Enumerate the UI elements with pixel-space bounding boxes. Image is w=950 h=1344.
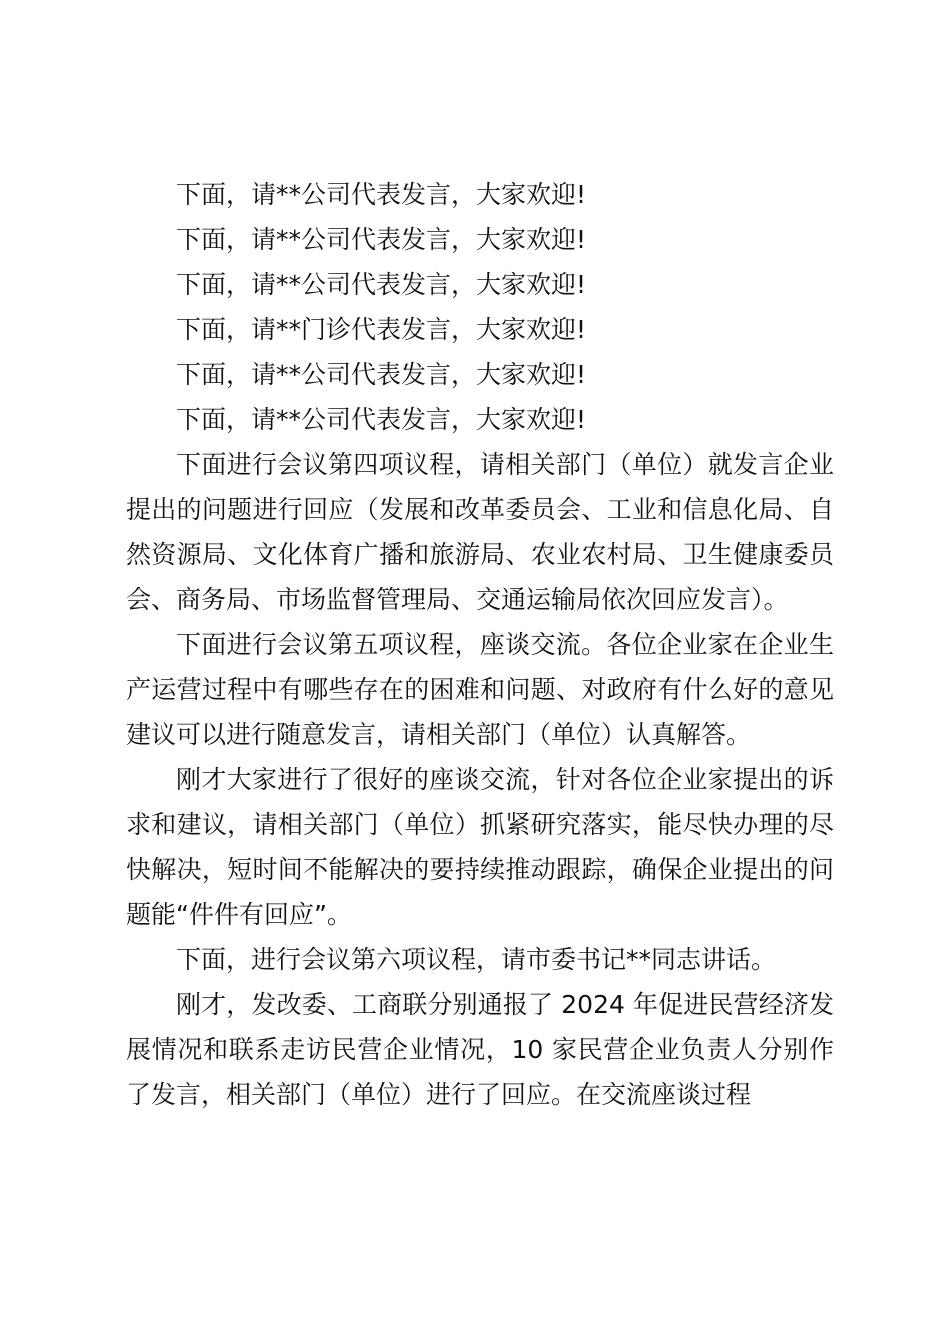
paragraph-speaker-intro-6: 下面，请**公司代表发言，大家欢迎! bbox=[176, 405, 587, 434]
paragraph-agenda-item-6: 下面，进行会议第六项议程，请市委书记**同志讲话。 bbox=[176, 945, 777, 974]
paragraph-closing-remarks: 刚才，发改委、工商联分别通报了 2024 年促进民营经济发展情况和联系走访民营企业情况，10 家民营企业负责人分别作了发言，相关部门（单位）进行了回应。在交流座谈过程 bbox=[126, 990, 834, 1109]
paragraph-speaker-intro-4: 下面，请**门诊代表发言，大家欢迎! bbox=[176, 315, 587, 344]
paragraph-speaker-intro-1: 下面，请**公司代表发言，大家欢迎! bbox=[176, 180, 587, 209]
paragraph-speaker-intro-3: 下面，请**公司代表发言，大家欢迎! bbox=[176, 270, 587, 299]
paragraph-discussion-summary: 刚才大家进行了很好的座谈交流，针对各位企业家提出的诉求和建议，请相关部门（单位）抓紧研究落实，能尽快办理的尽快解决，短时间不能解决的要持续推动跟踪，确保企业提出的问题能“件件有回应”。 bbox=[126, 765, 834, 929]
paragraph-agenda-item-5: 下面进行会议第五项议程，座谈交流。各位企业家在企业生产运营过程中有哪些存在的困难和问题、对政府有什么好的意见建议可以进行随意发言，请相关部门（单位）认真解答。 bbox=[126, 630, 834, 749]
paragraph-speaker-intro-2: 下面，请**公司代表发言，大家欢迎! bbox=[176, 225, 587, 254]
paragraph-speaker-intro-5: 下面，请**公司代表发言，大家欢迎! bbox=[176, 360, 587, 389]
document-body bbox=[126, 172, 834, 1117]
paragraph-agenda-item-4: 下面进行会议第四项议程，请相关部门（单位）就发言企业提出的问题进行回应（发展和改革委员会、工业和信息化局、自然资源局、文化体育广播和旅游局、农业农村局、卫生健康委员会、商务局、市场监督管理局、交通运输局依次回应发言）。 bbox=[126, 450, 834, 614]
